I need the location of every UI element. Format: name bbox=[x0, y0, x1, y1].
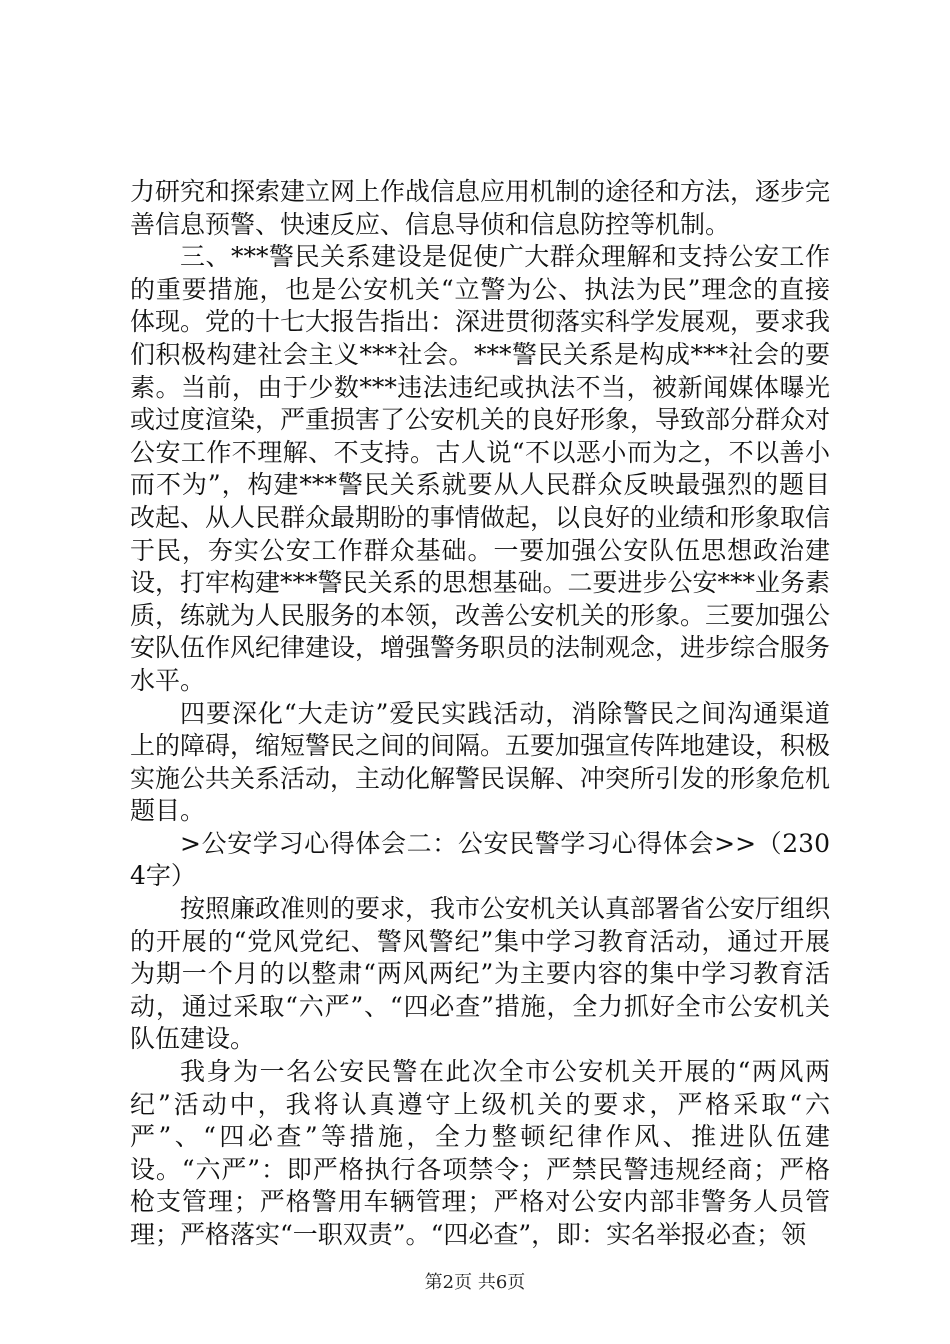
paragraph-four-five: 四要深化“大走访”爱民实践活动，消除警民之间沟通渠道上的障碍，缩短警民之间的间隔。五要加强宣传阵地建设，积极实施公共关系活动，主动化解警民误解、冲突所引发的形象危机题目。 bbox=[130, 698, 831, 826]
paragraph-six-strict: 我身为一名公安民警在此次全市公安机关开展的“两风两纪”活动中，我将认真遵守上级机关的要求，严格采取“六严”、“四必查”等措施，全力整顿纪律作风、推进队伍建设。“六严”：即严格执行各项禁令；严禁民警违规经商；严格枪支管理；严格警用车辆管理；严格对公安内部非警务人员管理；严格落实“一职双责”。“四必查”，即：实名举报必查；领 bbox=[130, 1057, 830, 1249]
paragraph-integrity-rules: 按照廉政准则的要求，我市公安机关认真部署省公安厅组织的开展的“党风党纪、警风警纪”集中学习教育活动，通过开展为期一个月的以整肃“两风两纪”为主要内容的集中学习教育活动，通过采取“六严”、“四必查”措施，全力抓好全市公安机关队伍建设。 bbox=[130, 894, 831, 1054]
document-body bbox=[130, 176, 830, 1252]
paragraph-section-three: 三、***警民关系建设是促使广大群众理解和支持公安工作的重要措施，也是公安机关“立警为公、执法为民”理念的直接体现。党的十七大报告指出：深进贯彻落实科学发展观，要求我们积极构建社会主义***社会。***警民关系是构成***社会的要素。当前，由于少数***违法违纪或执法不当，被新闻媒体曝光或过度渲染，严重损害了公安机关的良好形象，导致部分群众对公安工作不理解、不支持。古人说“不以恶小而为之，不以善小而不为”，构建***警民关系就要从人民群众反映最强烈的题目改起、从人民群众最期盼的事情做起，以良好的业绩和形象取信于民，夯实公安工作群众基础。一要加强公安队伍思想政治建设，打牢构建***警民关系的思想基础。二要进步公安***业务素质，练就为人民服务的本领，改善公安机关的形象。三要加强公安队伍作风纪律建设，增强警务职员的法制观念，进步综合服务水平。 bbox=[130, 242, 831, 695]
paragraph-continuation: 力研究和探索建立网上作战信息应用机制的途径和方法，逐步完善信息预警、快速反应、信息导侦和信息防控等机制。 bbox=[130, 177, 831, 239]
section-heading-two: >公安学习心得体会二：公安民警学习心得体会>>（2304字） bbox=[130, 828, 830, 891]
page-number-footer: 第2页 共6页 bbox=[424, 1272, 526, 1293]
